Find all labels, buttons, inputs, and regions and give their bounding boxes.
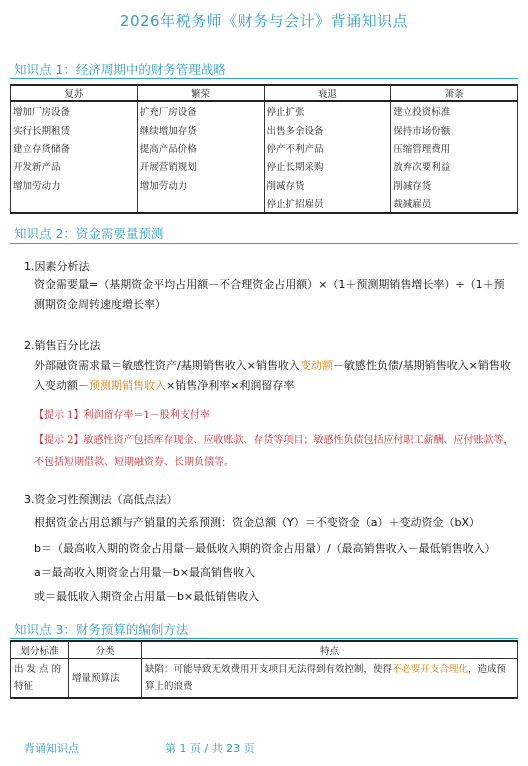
footer-left: 背诵知识点 bbox=[24, 742, 79, 755]
table-cell: 削减存货 bbox=[264, 176, 391, 194]
header-depression: 萧条 bbox=[391, 85, 518, 101]
kp2-rule bbox=[10, 243, 518, 244]
feature-cell bbox=[142, 659, 518, 699]
feature-highlight: 不必要开支合理化 bbox=[392, 664, 469, 675]
table-cell: 压缩管理费用 bbox=[391, 139, 518, 157]
table-cell bbox=[137, 194, 264, 213]
method2-formula bbox=[12, 356, 514, 396]
table-cell bbox=[11, 194, 138, 213]
formula-part: －敏感性负债/基期销售收入×销售收入变动额－ bbox=[34, 359, 511, 392]
method3-line-4: 或＝最低收入期资金占用量－b×最低销售收入 bbox=[34, 590, 260, 603]
tip-2-text: 【提示 2】敏感性资产包括库存现金、应收账款、存货等项目；敏感性负债包括应付职工薪酬、应付账款等，不包括短期借款、短期融资券、长期负债等。 bbox=[34, 435, 514, 468]
table-cell: 停止扩张 bbox=[264, 101, 391, 120]
table-cell: 削减存货 bbox=[391, 176, 518, 194]
kp1-heading: 知识点 1：经济周期中的财务管理战略 bbox=[14, 62, 226, 77]
table-cell: 实行长期租赁 bbox=[11, 120, 138, 138]
kp2-heading: 知识点 2：资金需要量预测 bbox=[14, 226, 164, 241]
table-cell: 建立存货储备 bbox=[11, 139, 138, 157]
category-cell: 增量预算法 bbox=[69, 659, 142, 699]
table-cell: 停产不利产品 bbox=[264, 139, 391, 157]
method3-line-2: b＝（最高收入期的资金占用量－最低收入期的资金占用量）/（最高销售收入－最低销售收入） bbox=[34, 542, 496, 555]
table-cell: 开展营销规划 bbox=[137, 157, 264, 175]
document-title: 2026年税务师《财务与会计》背诵知识点 bbox=[119, 12, 409, 30]
table-cell: 保持市场份额 bbox=[391, 120, 518, 138]
table-row bbox=[11, 176, 518, 194]
table-row bbox=[11, 659, 518, 699]
economic-cycle-table bbox=[10, 84, 518, 214]
budget-method-table bbox=[10, 640, 518, 699]
tip-2 bbox=[12, 430, 514, 474]
table-cell: 增加劳动力 bbox=[11, 176, 138, 194]
formula-part: 外部融资需求量＝敏感性资产/基期销售收入×销售收入 bbox=[34, 359, 300, 372]
method3-line-3: a＝最高收入期资金占用量－b×最高销售收入 bbox=[34, 566, 255, 579]
table-cell: 建立投资标准 bbox=[391, 101, 518, 120]
header-recovery: 复苏 bbox=[11, 85, 138, 101]
tip-1 bbox=[12, 405, 514, 427]
table-cell: 开发新产品 bbox=[11, 157, 138, 175]
table-cell: 出售多余设备 bbox=[264, 120, 391, 138]
feature-text: 缺陷：可能导致无效费用开支项目无法得到有效控制，使得 bbox=[145, 664, 393, 675]
table-header-row bbox=[11, 641, 518, 659]
formula-highlight: 变动额 bbox=[299, 359, 333, 372]
page-indicator: 第 1 页 / 共 23 页 bbox=[165, 742, 255, 755]
tip-1-text: 【提示 1】利润留存率＝1－股利支付率 bbox=[34, 410, 210, 421]
table-row bbox=[11, 101, 518, 120]
table-row bbox=[11, 157, 518, 175]
header-boom: 繁荣 bbox=[137, 85, 264, 101]
table-cell: 停止扩招雇员 bbox=[264, 194, 391, 213]
criterion-cell: 出 发 点 的特征 bbox=[11, 659, 69, 699]
method3-line-1: 根据资金占用总额与产销量的关系预测：资金总额（Y）＝不变资金（a）＋变动资金（bX） bbox=[34, 516, 480, 529]
kp3-heading: 知识点 3：财务预算的编制方法 bbox=[14, 622, 189, 637]
table-row bbox=[11, 139, 518, 157]
table-cell: 停止长期采购 bbox=[264, 157, 391, 175]
table-cell: 增加劳动力 bbox=[137, 176, 264, 194]
table-cell: 增加厂房设备 bbox=[11, 101, 138, 120]
formula-highlight: 预测期销售收入 bbox=[89, 379, 166, 392]
table-row bbox=[11, 194, 518, 213]
table-cell: 扩充厂房设备 bbox=[137, 101, 264, 120]
method1-text: 资金需要量=（基期资金平均占用额－不合理资金占用额）×（1＋预测期销售增长率）÷（1＋预测期资金周转速度增长率） bbox=[34, 278, 505, 311]
table-row bbox=[11, 120, 518, 138]
table-cell: 继续增加存货 bbox=[137, 120, 264, 138]
method2-title: 2.销售百分比法 bbox=[24, 339, 101, 352]
formula-part: ×销售净利率×利润留存率 bbox=[166, 379, 295, 392]
header-criterion: 划分标准 bbox=[11, 641, 69, 659]
table-header-row bbox=[11, 85, 518, 101]
kp1-rule bbox=[10, 78, 518, 79]
method3-title: 3.资金习性预测法（高低点法） bbox=[24, 493, 178, 506]
header-category: 分类 bbox=[69, 641, 142, 659]
table-cell: 提高产品价格 bbox=[137, 139, 264, 157]
table-cell: 裁减雇员 bbox=[391, 194, 518, 213]
feature-text: ，造成预算上的浪费 bbox=[145, 664, 507, 692]
kp3-rule bbox=[10, 638, 518, 639]
header-recession: 衰退 bbox=[264, 85, 391, 101]
method1-title: 1.因素分析法 bbox=[24, 260, 90, 273]
header-feature: 特点 bbox=[142, 641, 518, 659]
table-cell: 放弃次要利益 bbox=[391, 157, 518, 175]
method1-formula bbox=[12, 275, 514, 315]
